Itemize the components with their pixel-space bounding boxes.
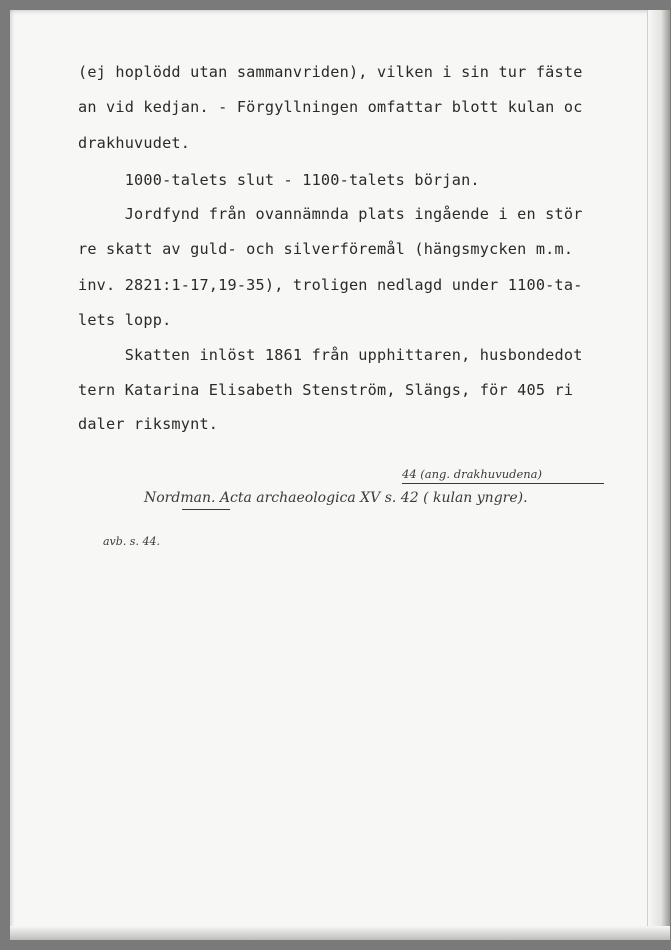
author-underline [182, 509, 230, 510]
text-line-2: an vid kedjan. - Förgyllningen omfattar blott kulan oc [78, 98, 583, 116]
handwritten-note: 44 (ang. drakhuvudena) [402, 467, 543, 481]
handwritten-citation: Nordman. Acta archaeologica XV s. 42 ( kulan yngre). [144, 490, 528, 506]
text-line-1: (ej hoplödd utan sammanvriden), vilken i sin tur fäste [78, 63, 583, 81]
text-line-6: re skatt av guld- och silverföremål (hängsmycken m.m. [78, 240, 574, 258]
page-bottom-edge [10, 926, 670, 940]
text-line-10: tern Katarina Elisabeth Stenström, Slängs, för 405 ri [78, 381, 574, 399]
text-line-4: 1000-talets slut - 1100-talets början. [78, 171, 480, 189]
document-page [10, 10, 670, 940]
handwritten-avb: avb. s. 44. [103, 535, 160, 548]
page-edge-shadow [647, 10, 670, 940]
text-line-8: lets lopp. [78, 311, 172, 329]
text-line-5: Jordfynd från ovannämnda plats ingående i en stör [78, 205, 583, 223]
text-line-9: Skatten inlöst 1861 från upphittaren, husbondedot [78, 346, 583, 364]
text-line-11: daler riksmynt. [78, 415, 219, 433]
text-line-3: drakhuvudet. [78, 134, 191, 152]
text-line-7: inv. 2821:1-17,19-35), troligen nedlagd under 1100-ta- [78, 276, 583, 294]
note-underline [402, 483, 604, 484]
